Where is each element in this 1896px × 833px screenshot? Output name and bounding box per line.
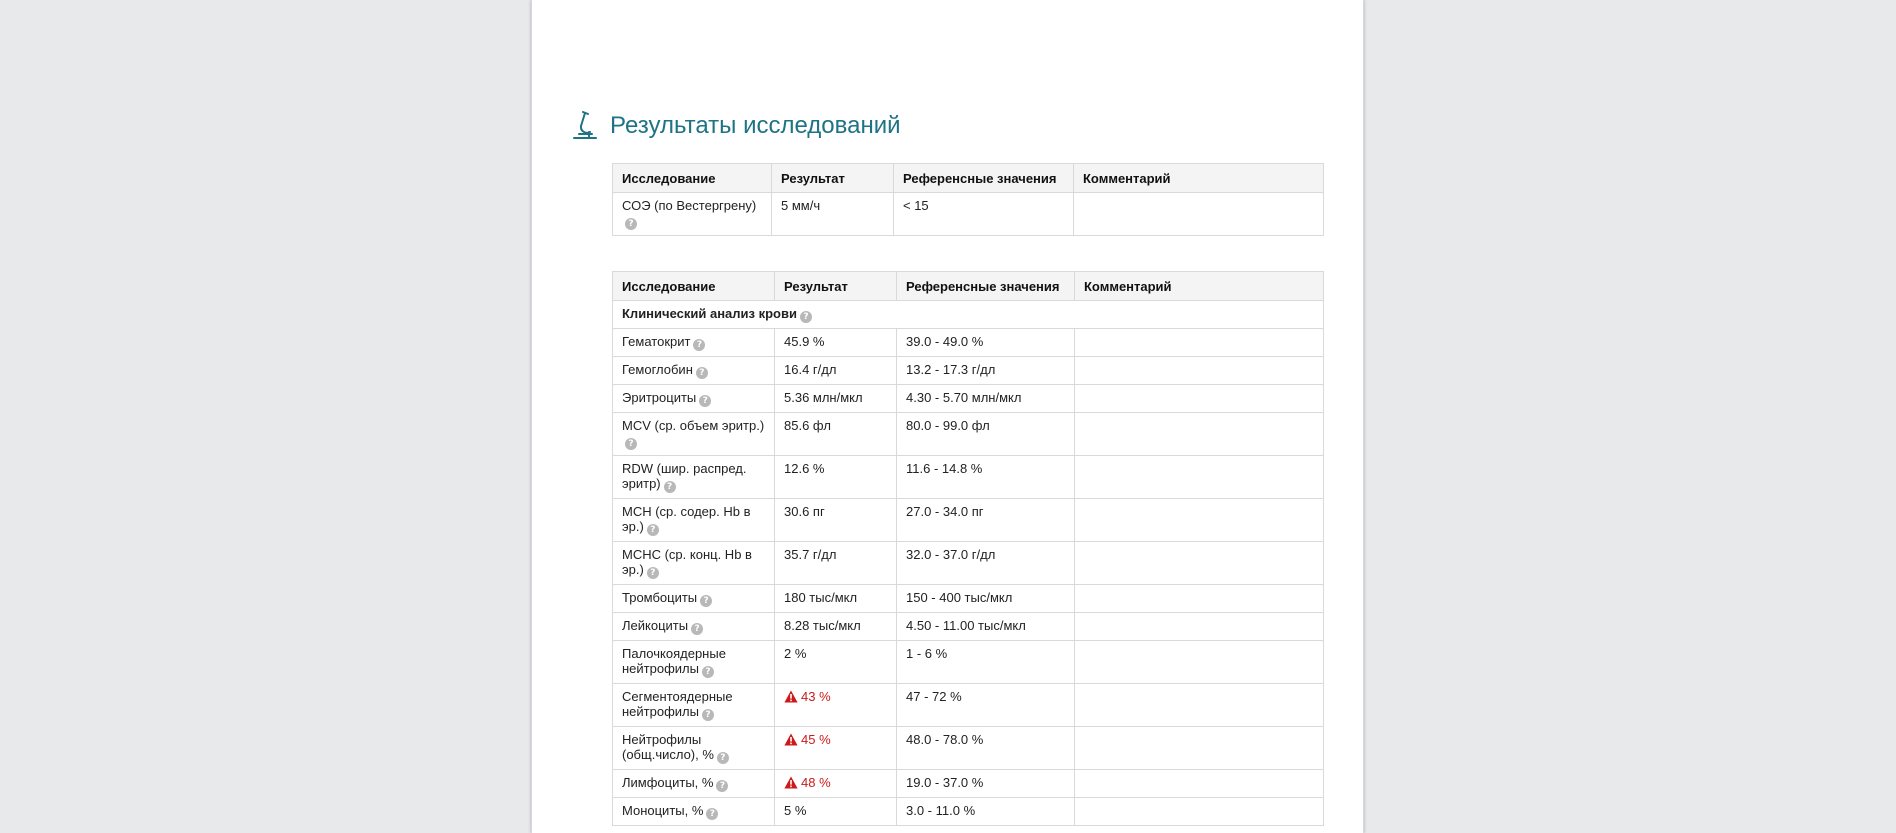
result-cell bbox=[775, 542, 897, 585]
section-title: Результаты исследований bbox=[610, 112, 901, 139]
result-value: 35.7 г/дл bbox=[784, 547, 837, 562]
comment-cell bbox=[1075, 357, 1324, 385]
test-name-cell bbox=[613, 641, 775, 684]
comment-cell bbox=[1075, 499, 1324, 542]
help-icon[interactable]: ? bbox=[696, 367, 708, 379]
help-icon[interactable]: ? bbox=[664, 481, 676, 493]
comment-cell bbox=[1074, 193, 1324, 236]
reference-value: 13.2 - 17.3 г/дл bbox=[897, 357, 1075, 385]
col-header-result: Результат bbox=[772, 164, 894, 193]
table-row bbox=[613, 385, 1324, 413]
test-name: MCH (ср. содер. Hb в эр.) bbox=[622, 504, 751, 534]
col-header-comment: Комментарий bbox=[1074, 164, 1324, 193]
reference-value: 19.0 - 37.0 % bbox=[897, 770, 1075, 798]
result-cell bbox=[775, 329, 897, 357]
test-name-cell bbox=[613, 456, 775, 499]
reference-value: 39.0 - 49.0 % bbox=[897, 329, 1075, 357]
table-row bbox=[613, 413, 1324, 456]
comment-cell bbox=[1075, 727, 1324, 770]
results-table-cbc bbox=[612, 271, 1324, 826]
result-value: 16.4 г/дл bbox=[784, 362, 837, 377]
table-row bbox=[613, 329, 1324, 357]
test-name-cell bbox=[613, 193, 772, 236]
table-row bbox=[613, 641, 1324, 684]
reference-value: 1 - 6 % bbox=[897, 641, 1075, 684]
result-cell bbox=[775, 499, 897, 542]
result-cell bbox=[775, 456, 897, 499]
reference-value: 47 - 72 % bbox=[897, 684, 1075, 727]
table-row bbox=[613, 542, 1324, 585]
comment-cell bbox=[1075, 329, 1324, 357]
col-header-reference: Референсные значения bbox=[897, 272, 1075, 301]
group-title-cell bbox=[613, 301, 1324, 329]
result-cell bbox=[775, 613, 897, 641]
comment-cell bbox=[1075, 684, 1324, 727]
test-name-cell bbox=[613, 329, 775, 357]
help-icon[interactable]: ? bbox=[691, 623, 703, 635]
comment-cell bbox=[1075, 385, 1324, 413]
warning-icon bbox=[784, 776, 798, 789]
result-cell bbox=[775, 770, 897, 798]
result-value: 8.28 тыс/мкл bbox=[784, 618, 861, 633]
help-icon[interactable]: ? bbox=[717, 752, 729, 764]
result-value: 43 % bbox=[801, 689, 831, 704]
result-value: 2 % bbox=[784, 646, 807, 661]
reference-value: 48.0 - 78.0 % bbox=[897, 727, 1075, 770]
table-row bbox=[613, 193, 1324, 236]
test-name: Сегментоядерные нейтрофилы bbox=[622, 689, 733, 719]
result-cell bbox=[775, 641, 897, 684]
test-name-cell bbox=[613, 413, 775, 456]
result-value: 45 % bbox=[801, 732, 831, 747]
reference-value: 4.30 - 5.70 млн/мкл bbox=[897, 385, 1075, 413]
results-table-esr bbox=[612, 163, 1324, 236]
reference-value: 27.0 - 34.0 пг bbox=[897, 499, 1075, 542]
reference-value: 80.0 - 99.0 фл bbox=[897, 413, 1075, 456]
section-header bbox=[572, 111, 901, 141]
result-cell bbox=[775, 684, 897, 727]
test-name: MCHC (ср. конц. Hb в эр.) bbox=[622, 547, 752, 577]
result-cell bbox=[775, 798, 897, 826]
col-header-result: Результат bbox=[775, 272, 897, 301]
test-name-cell bbox=[613, 798, 775, 826]
test-name-cell bbox=[613, 357, 775, 385]
help-icon[interactable]: ? bbox=[800, 311, 812, 323]
col-header-test: Исследование bbox=[613, 164, 772, 193]
help-icon[interactable]: ? bbox=[699, 395, 711, 407]
table-row bbox=[613, 798, 1324, 826]
result-cell bbox=[775, 585, 897, 613]
test-name-cell bbox=[613, 542, 775, 585]
test-name: Лейкоциты bbox=[622, 618, 689, 633]
reference-value: 3.0 - 11.0 % bbox=[897, 798, 1075, 826]
group-title: Клинический анализ крови bbox=[622, 306, 797, 321]
table-header-row bbox=[613, 272, 1324, 301]
result-value: 12.6 % bbox=[784, 461, 825, 476]
test-name: RDW (шир. распред. эритр) bbox=[622, 461, 747, 491]
reference-value: 4.50 - 11.00 тыс/мкл bbox=[897, 613, 1075, 641]
result-cell bbox=[775, 385, 897, 413]
comment-cell bbox=[1075, 770, 1324, 798]
test-name-cell bbox=[613, 684, 775, 727]
help-icon[interactable]: ? bbox=[706, 808, 718, 820]
help-icon[interactable]: ? bbox=[702, 709, 714, 721]
result-value: 5 мм/ч bbox=[772, 193, 894, 236]
help-icon[interactable]: ? bbox=[702, 666, 714, 678]
test-name-cell bbox=[613, 770, 775, 798]
help-icon[interactable]: ? bbox=[716, 780, 728, 792]
table-row bbox=[613, 499, 1324, 542]
help-icon[interactable]: ? bbox=[625, 218, 637, 230]
comment-cell bbox=[1075, 798, 1324, 826]
comment-cell bbox=[1075, 613, 1324, 641]
help-icon[interactable]: ? bbox=[647, 524, 659, 536]
test-name-cell bbox=[613, 613, 775, 641]
result-cell bbox=[775, 413, 897, 456]
reference-value: 11.6 - 14.8 % bbox=[897, 456, 1075, 499]
result-value: 5 % bbox=[784, 803, 807, 818]
test-name: Нейтрофилы (общ.число), % bbox=[622, 732, 714, 762]
result-cell bbox=[775, 727, 897, 770]
table-row bbox=[613, 684, 1324, 727]
group-row bbox=[613, 301, 1324, 329]
comment-cell bbox=[1075, 456, 1324, 499]
test-name: Тромбоциты bbox=[622, 590, 698, 605]
result-value: 85.6 фл bbox=[784, 418, 831, 433]
comment-cell bbox=[1075, 542, 1324, 585]
help-icon[interactable]: ? bbox=[700, 595, 712, 607]
test-name-cell bbox=[613, 385, 775, 413]
reference-value: 150 - 400 тыс/мкл bbox=[897, 585, 1075, 613]
result-value: 45.9 % bbox=[784, 334, 825, 349]
table-row bbox=[613, 770, 1324, 798]
col-header-comment: Комментарий bbox=[1075, 272, 1324, 301]
test-name: Лимфоциты, % bbox=[622, 775, 714, 790]
reference-value: 32.0 - 37.0 г/дл bbox=[897, 542, 1075, 585]
test-name-cell bbox=[613, 499, 775, 542]
microscope-icon bbox=[572, 111, 598, 141]
help-icon[interactable]: ? bbox=[693, 339, 705, 351]
test-name: Гематокрит bbox=[622, 334, 691, 349]
table-row bbox=[613, 456, 1324, 499]
reference-value: < 15 bbox=[894, 193, 1074, 236]
comment-cell bbox=[1075, 641, 1324, 684]
result-value: 180 тыс/мкл bbox=[784, 590, 858, 605]
test-name: Моноциты, % bbox=[622, 803, 704, 818]
col-header-test: Исследование bbox=[613, 272, 775, 301]
col-header-reference: Референсные значения bbox=[894, 164, 1074, 193]
warning-icon bbox=[784, 733, 798, 746]
report-page bbox=[531, 0, 1364, 833]
comment-cell bbox=[1075, 585, 1324, 613]
test-name-cell bbox=[613, 727, 775, 770]
help-icon[interactable]: ? bbox=[625, 438, 637, 450]
table-header-row bbox=[613, 164, 1324, 193]
test-name-cell bbox=[613, 585, 775, 613]
table-row bbox=[613, 613, 1324, 641]
test-name: СОЭ (по Вестергрену) bbox=[622, 198, 757, 213]
table-row bbox=[613, 585, 1324, 613]
warning-icon bbox=[784, 690, 798, 703]
test-name: MCV (ср. объем эритр.) bbox=[622, 418, 765, 433]
table-row bbox=[613, 727, 1324, 770]
result-cell bbox=[775, 357, 897, 385]
result-value: 48 % bbox=[801, 775, 831, 790]
comment-cell bbox=[1075, 413, 1324, 456]
table-row bbox=[613, 357, 1324, 385]
test-name: Эритроциты bbox=[622, 390, 697, 405]
result-value: 5.36 млн/мкл bbox=[784, 390, 863, 405]
help-icon[interactable]: ? bbox=[647, 567, 659, 579]
test-name: Гемоглобин bbox=[622, 362, 693, 377]
result-value: 30.6 пг bbox=[784, 504, 825, 519]
test-name: Палочкоядерные нейтрофилы bbox=[622, 646, 726, 676]
